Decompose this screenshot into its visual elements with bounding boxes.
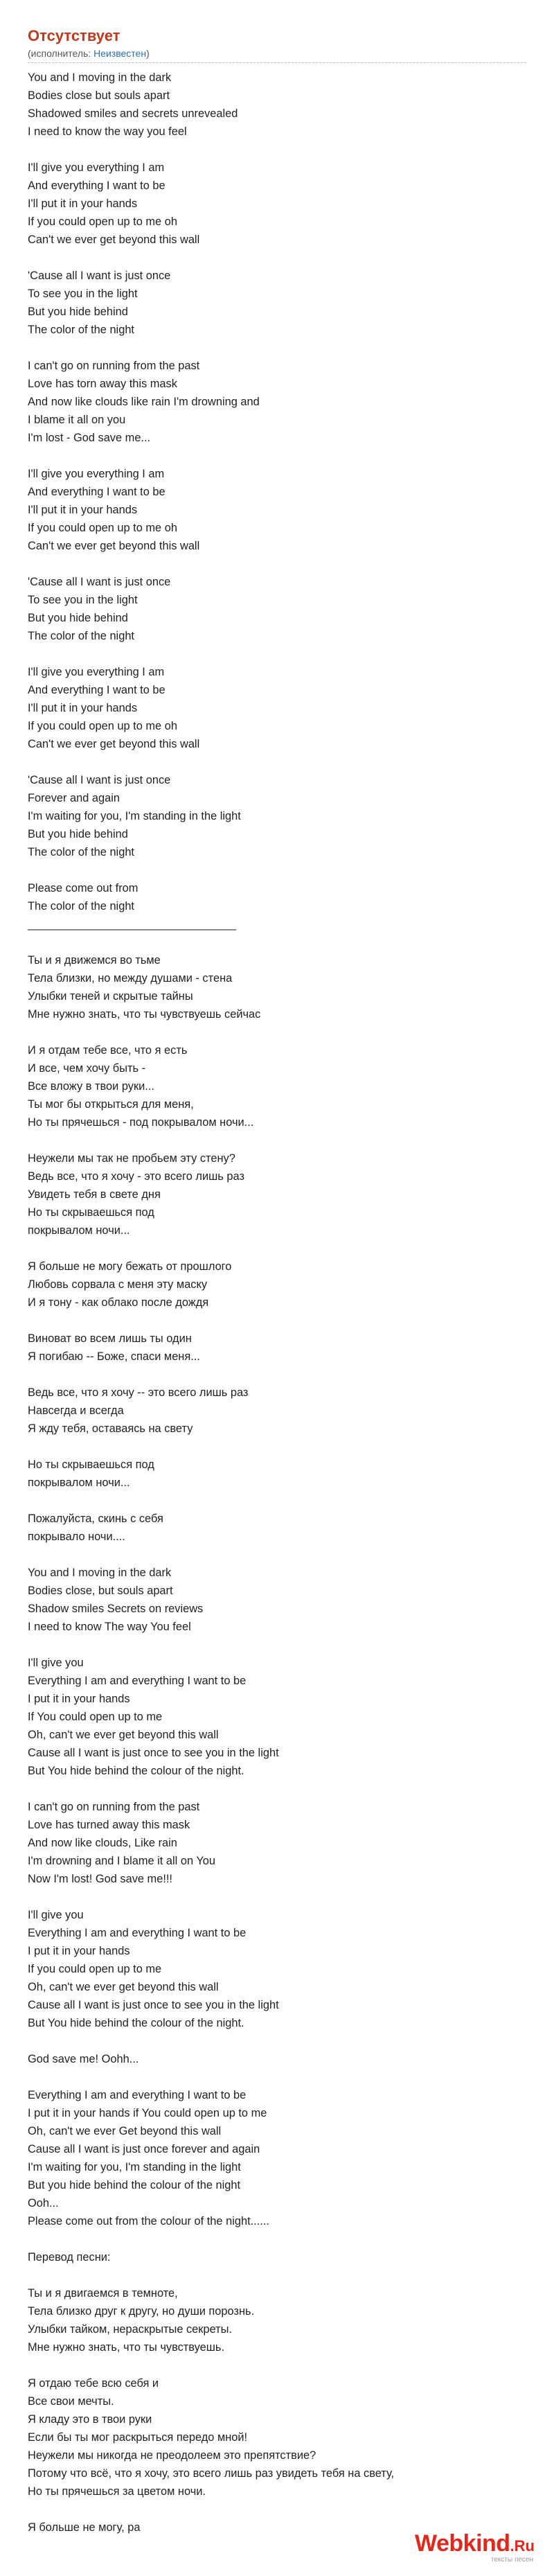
lyric-line: Please come out from the colour of the night...... <box>28 2215 269 2227</box>
lyric-blank-line <box>28 861 526 879</box>
lyric-blank-line <box>28 555 526 573</box>
lyric-blank-line <box>28 339 526 357</box>
lyric-line: Ведь все, что я хочу -- это всего лишь раз <box>28 1386 249 1399</box>
lyric-line: _________________________________ <box>28 918 236 930</box>
lyric-line: I put it in your hands <box>28 1693 130 1705</box>
lyric-line: Тела близки, но между душами - стена <box>28 972 233 985</box>
lyric-line: Я погибаю -- Боже, спаси меня... <box>28 1350 200 1363</box>
lyric-line: But you hide behind <box>28 306 128 318</box>
lyric-line: I need to know the way you feel <box>28 125 187 138</box>
lyric-line: I'm waiting for you, I'm standing in the light <box>28 810 241 822</box>
lyric-line: I'm waiting for you, I'm standing in the light <box>28 2161 241 2173</box>
lyric-blank-line <box>28 2266 526 2284</box>
lyric-blank-line <box>28 2068 526 2086</box>
lyric-line: Forever and again <box>28 792 120 804</box>
lyric-blank-line <box>28 1780 526 1798</box>
lyric-line: Oh, can't we ever Get beyond this wall <box>28 2125 222 2137</box>
lyric-line: I blame it all on you <box>28 414 126 426</box>
lyric-line: покрывалом ночи... <box>28 1476 130 1489</box>
lyric-line: I'll give you everything I am <box>28 468 165 480</box>
lyric-line: But you hide behind <box>28 828 128 840</box>
lyric-line: Bodies close but souls apart <box>28 89 170 102</box>
lyric-line: Все вложу в твои руки... <box>28 1080 154 1093</box>
logo-main-text: Webkind <box>415 2530 510 2557</box>
lyric-line: Неужели мы никогда не преодолеем это препятствие? <box>28 2449 316 2462</box>
lyric-line: Everything I am and everything I want to be <box>28 1927 247 1939</box>
lyric-line: Если бы ты мог раскрыться передо мной! <box>28 2431 248 2444</box>
lyric-line: I'll give you <box>28 1657 84 1669</box>
lyric-line: Но ты прячешься - под покрывалом ночи... <box>28 1116 254 1129</box>
lyric-line: God save me! Oohh... <box>28 2053 139 2065</box>
lyric-line: The color of the night <box>28 846 134 858</box>
lyric-line: Мне нужно знать, что ты чувствуешь сейчас <box>28 1008 261 1021</box>
lyrics-body <box>28 69 526 2537</box>
lyric-line: Ты мог бы открыться для меня, <box>28 1098 194 1111</box>
lyric-line: And everything I want to be <box>28 486 166 498</box>
lyric-line: I'll put it in your hands <box>28 504 138 516</box>
lyric-blank-line <box>28 645 526 663</box>
lyric-line: 'Cause all I want is just once <box>28 576 171 588</box>
lyric-line: I'm drowning and I blame it all on You <box>28 1855 216 1867</box>
lyric-line: I'll put it in your hands <box>28 197 138 210</box>
lyric-line: Please come out from <box>28 882 138 894</box>
lyric-line: Ты и я двигаемся в темноте, <box>28 2287 178 2300</box>
lyric-blank-line <box>28 1023 526 1041</box>
lyric-line: Увидеть тебя в свете дня <box>28 1188 161 1201</box>
lyric-blank-line <box>28 249 526 267</box>
lyric-line: Улыбки теней и скрытые тайны <box>28 990 193 1003</box>
lyric-line: I'll give you everything I am <box>28 666 165 678</box>
lyric-blank-line <box>28 1312 526 1330</box>
lyric-line: покрывало ночи.... <box>28 1530 125 1543</box>
lyric-line: Cause all I want is just once to see you in the light <box>28 1999 279 2011</box>
lyric-line: Пожалуйста, скинь с себя <box>28 1512 163 1525</box>
lyric-line: Can't we ever get beyond this wall <box>28 738 200 750</box>
lyric-line: покрывалом ночи... <box>28 1224 130 1237</box>
logo-tagline: тексты песен <box>490 2556 533 2564</box>
lyric-line: Can't we ever get beyond this wall <box>28 233 200 246</box>
logo-domain-text: .Ru <box>510 2537 535 2555</box>
lyric-line: Все свои мечты. <box>28 2395 114 2408</box>
lyric-line: Неужели мы так не пробьем эту стену? <box>28 1152 235 1165</box>
lyric-blank-line <box>28 2032 526 2050</box>
lyric-line: Ты и я движемся во тьме <box>28 954 161 967</box>
lyric-line: I'm lost - God save me... <box>28 432 151 444</box>
lyric-line: I'll give you <box>28 1909 84 1921</box>
artist-link[interactable]: Неизвестен <box>93 48 147 59</box>
lyric-blank-line <box>28 1888 526 1906</box>
lyric-line: If you could open up to me oh <box>28 720 177 732</box>
lyric-line: If you could open up to me oh <box>28 522 177 534</box>
lyric-line: Мне нужно знать, что ты чувствуешь. <box>28 2341 225 2354</box>
lyric-line: Я жду тебя, оставаясь на свету <box>28 1422 193 1435</box>
lyric-line: Я отдаю тебе всю себя и <box>28 2377 159 2390</box>
lyric-line: To see you in the light <box>28 288 138 300</box>
lyric-line: If You could open up to me <box>28 1711 163 1723</box>
lyric-line: Любовь сорвала с меня эту маску <box>28 1278 208 1291</box>
lyric-line: I put it in your hands if You could open up to me <box>28 2107 267 2119</box>
lyric-line: Потому что всё, что я хочу, это всего лишь раз увидеть тебя на свету, <box>28 2467 395 2480</box>
lyric-line: I put it in your hands <box>28 1945 130 1957</box>
lyric-line: Shadow smiles Secrets on reviews <box>28 1603 204 1615</box>
lyric-line: To see you in the light <box>28 594 138 606</box>
lyric-line: Навсегда и всегда <box>28 1404 124 1417</box>
lyric-line: The color of the night <box>28 900 134 912</box>
lyric-line: Я больше не могу, ра <box>28 2521 141 2534</box>
lyric-line: И все, чем хочу быть - <box>28 1062 146 1075</box>
lyric-blank-line <box>28 141 526 159</box>
lyric-line: Everything I am and everything I want to be <box>28 2089 247 2101</box>
lyric-line: Oh, can't we ever get beyond this wall <box>28 1981 219 1993</box>
lyric-blank-line <box>28 1492 526 1510</box>
lyric-line: Bodies close, but souls apart <box>28 1585 173 1597</box>
lyric-blank-line <box>28 933 526 951</box>
lyric-line: Ведь все, что я хочу - это всего лишь раз <box>28 1170 244 1183</box>
lyric-blank-line <box>28 1366 526 1384</box>
lyric-line: Перевод песни: <box>28 2251 111 2264</box>
lyric-line: Но ты скрываешься под <box>28 1206 154 1219</box>
lyric-line: Но ты скрываешься под <box>28 1458 154 1471</box>
lyric-blank-line <box>28 1636 526 1654</box>
lyric-line: Cause all I want is just once forever and again <box>28 2143 260 2155</box>
lyric-line: I can't go on running from the past <box>28 1801 200 1813</box>
lyric-line: Но ты прячешься за цветом ночи. <box>28 2485 206 2498</box>
lyric-line: But You hide behind the colour of the night. <box>28 2017 244 2029</box>
lyric-line: I can't go on running from the past <box>28 360 200 372</box>
lyric-line: And everything I want to be <box>28 684 166 696</box>
lyric-line: Shadowed smiles and secrets unrevealed <box>28 107 238 120</box>
lyric-blank-line <box>28 2230 526 2248</box>
lyric-line: But you hide behind the colour of the night <box>28 2179 241 2191</box>
lyric-blank-line <box>28 2500 526 2518</box>
lyric-line: Love has turned away this mask <box>28 1819 190 1831</box>
lyric-line: Виноват во всем лишь ты один <box>28 1332 192 1345</box>
artist-prefix: (исполнитель: <box>28 48 94 59</box>
song-title: Отсутствует <box>28 27 120 44</box>
lyric-blank-line <box>28 2356 526 2374</box>
lyric-blank-line <box>28 1546 526 1564</box>
lyric-line: You and I moving in the dark <box>28 1567 172 1579</box>
lyric-line: If you could open up to me oh <box>28 215 177 228</box>
lyric-line: Can't we ever get beyond this wall <box>28 540 200 552</box>
lyric-line: 'Cause all I want is just once <box>28 270 171 282</box>
lyric-line: Love has torn away this mask <box>28 378 177 390</box>
lyric-line: The color of the night <box>28 630 134 642</box>
lyric-line: And now like clouds like rain I'm drowning and <box>28 396 260 408</box>
lyric-line: Now I'm lost! God save me!!! <box>28 1873 172 1885</box>
lyric-line: But You hide behind the colour of the night. <box>28 1765 244 1777</box>
lyric-line: And now like clouds, Like rain <box>28 1837 177 1849</box>
lyric-line: But you hide behind <box>28 612 128 624</box>
lyric-blank-line <box>28 1131 526 1149</box>
lyric-line: Я больше не могу бежать от прошлого <box>28 1260 232 1273</box>
lyric-line: Cause all I want is just once to see you in the light <box>28 1747 279 1759</box>
lyric-blank-line <box>28 447 526 465</box>
lyric-line: I'll put it in your hands <box>28 702 138 714</box>
lyric-line: Ooh... <box>28 2197 59 2209</box>
lyric-line: The color of the night <box>28 324 134 336</box>
lyric-line: If you could open up to me <box>28 1963 162 1975</box>
lyric-line: Я кладу это в твои руки <box>28 2413 152 2426</box>
lyric-line: I'll give you everything I am <box>28 161 165 174</box>
lyric-blank-line <box>28 1240 526 1258</box>
lyric-line: Everything I am and everything I want to be <box>28 1675 247 1687</box>
lyric-line: И я отдам тебе все, что я есть <box>28 1044 188 1057</box>
lyric-blank-line <box>28 1438 526 1456</box>
site-logo[interactable] <box>415 2532 535 2564</box>
lyric-line: Тела близко друг к другу, но души порознь. <box>28 2305 255 2318</box>
lyric-line: 'Cause all I want is just once <box>28 774 171 786</box>
artist-line <box>28 47 526 63</box>
lyric-blank-line <box>28 753 526 771</box>
lyric-line: Oh, can't we ever get beyond this wall <box>28 1729 219 1741</box>
lyric-line: I need to know The way You feel <box>28 1621 191 1633</box>
lyric-line: И я тону - как облако после дождя <box>28 1296 209 1309</box>
artist-suffix: ) <box>146 48 150 59</box>
lyric-line: Улыбки тайком, нераскрытые секреты. <box>28 2323 232 2336</box>
lyric-line: And everything I want to be <box>28 179 166 192</box>
lyric-line: You and I moving in the dark <box>28 71 172 84</box>
